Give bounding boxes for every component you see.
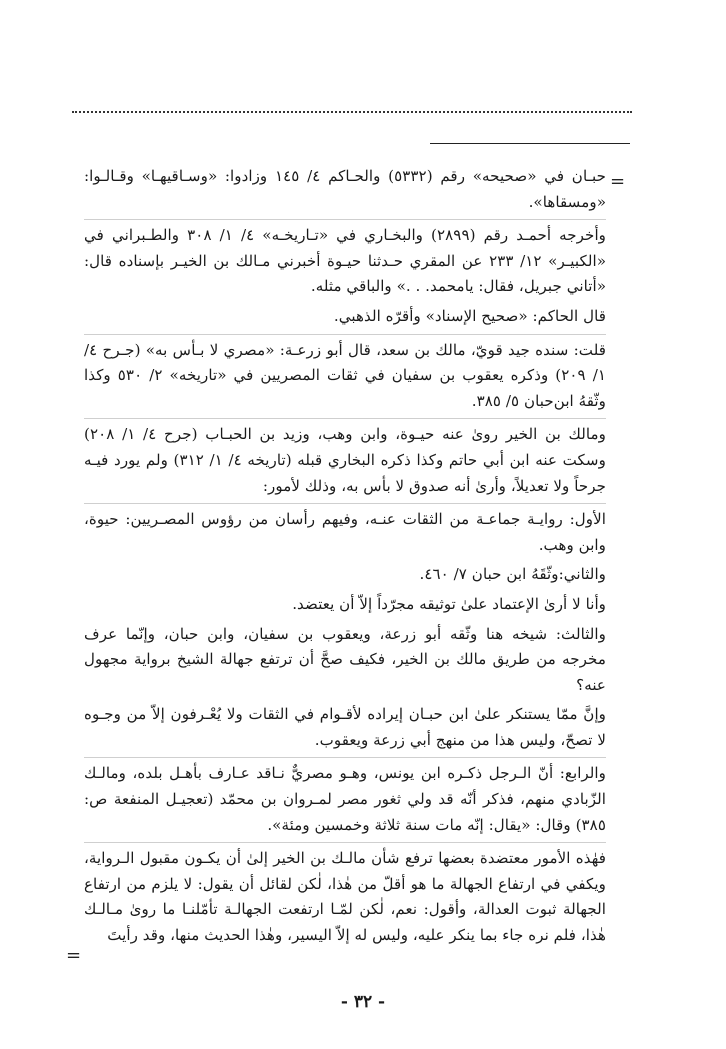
paragraph-3: قال الحاكم: «صحيح الإسناد» وأقرّه الذهبي. xyxy=(333,306,606,325)
continuation-marker-bottom: = xyxy=(66,945,82,966)
paragraph-6: الأول: روايـة جماعـة من الثقات عنـه، وفيهم رأسان من رؤوس المصـريين: حيوة، وابن وهب. xyxy=(84,503,606,558)
continuation-marker-top: = xyxy=(610,171,626,192)
paragraph-11: والرابع: أنّ الـرجل ذكـره ابن يونس، وهـو مصريٌّ نـاقد عـارف بأهـل بلده، ومالـك الزّبادي منهم، فذكر أنّه قد ولي ثغور مصر لمـروان بن محمّد (تعجيـل المنفعة ص: ٣٨٥) وقال: «يقال: إنّه مات سنة ثلاثة وخمسين ومئة». xyxy=(84,757,606,838)
paragraph-7: والثاني:وثّقَهُ ابن حبان ٧/ ٤٦٠. xyxy=(419,565,606,584)
paragraph-9: والثالث: شيخه هنا وثّقه أبو زرعة، ويعقوب بن سفيان، وابن حبان، وإنّما عرف مخرجه من طريق مالك بن الخير، فكيف صحَّ أن ترتفع جهالة الشيخ برواية مجهول عنه؟ xyxy=(84,624,606,694)
paragraph-8: وأنا لا أرىٰ الإعتماد علىٰ توثيقه مجرّداً إلاّ أن يعتضد. xyxy=(292,594,606,613)
paragraph-12: فهٰذه الأمور معتضدة بعضها ترفع شأن مالـك بن الخير إلىٰ أن يكـون مقبول الـرواية، ويكفي في ارتفاع الجهالة ما هو أقلّ من هٰذا، لٰكن لقائل أن يقول: لا يلزم من ارتفاع الجهالة ثبوت العدالة، وأقول: نعم، لٰكن لمّـا ارتفعت الجهالـة تأمّلنـا ما روىٰ مـالـك هٰذا، فلم نره جاء بما ينكر عليه، وليس له إلاّ اليسير، وهٰذا الحديث منها، وقد رأيتَ xyxy=(84,842,606,948)
paragraph-10: وإنَّ ممّا يستنكر علىٰ ابن حبـان إيراده لأقـوام في الثقات ولا يُعْـرفون إلاّ من وجـوه لا تصحّ، وليس هذا من منهج أبي زرعة ويعقوب. xyxy=(84,705,606,749)
header-dotted-rule xyxy=(72,111,632,113)
paragraph-5: ومالك بن الخير روىٰ عنه حيـوة، وابن وهب، وزيد بن الحبـاب (جرح ٤/ ١/ ٢٠٨) وسكت عنه ابن أبي حاتم وكذا ذكره البخاري قبله (تاريخه ٤/ ١/ ٣١٢) ولم يورد فيـه جرحاً ولا تعديلاً، وأرىٰ أنه صدوق لا بأس به، وذلك لأمور: xyxy=(84,418,606,499)
paragraph-2: وأخرجه أحمـد رقم (٢٨٩٩) والبخـاري في «تـاريخـه» ٤/ ١/ ٣٠٨ والطـبراني في «الكبيـر» ١٢/ ٢٣٣ عن المقري حـدثنا حيـوة أخبرني مـالك بن الخيـر بإسناده قال: «أتاني جبريل، فقال: يامحمد. . .» والباقي مثله. xyxy=(84,219,606,300)
footnote-separator-rule xyxy=(430,143,630,144)
footnote-body xyxy=(84,164,606,953)
paragraph-4: قلت: سنده جيد قويّ، مالك بن سعد، قال أبو زرعـة: «مصري لا بـأس به» (جـرح ٤/ ١/ ٢٠٩) وذكره يعقوب بن سفيان في ثقات المصريين في «تاريخه» ٢/ ٥٣٠ وكذا وثّقهُ ابن‌حبان ٥/ ٣٨٥. xyxy=(84,334,606,415)
page-number: - ٣٢ - xyxy=(340,992,386,1012)
paragraph-1: حبـان في «صحيحه» رقم (٥٣٣٢) والحـاكم ٤/ ١٤٥ وزادوا: «وسـاقيهـا» وقـالـوا: «ومسقاها». xyxy=(84,167,606,211)
